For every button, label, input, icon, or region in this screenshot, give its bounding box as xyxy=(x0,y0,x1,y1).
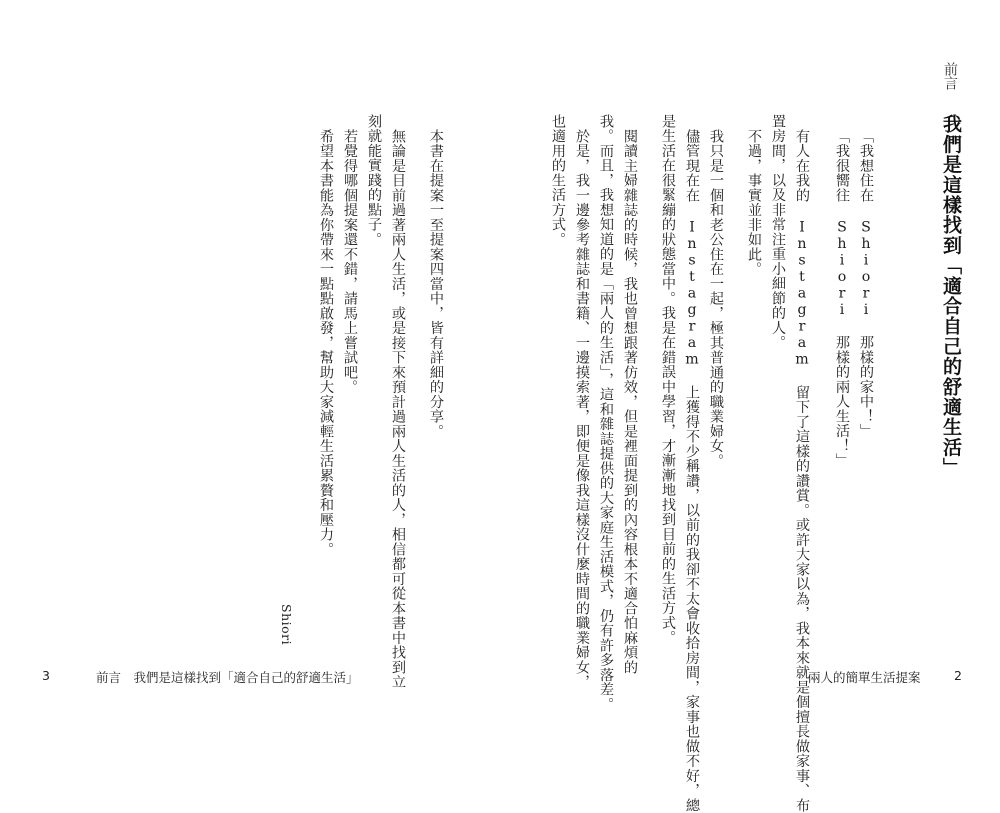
body-line: 也適用的生活方式。 xyxy=(550,114,566,247)
page-number-right: 2 xyxy=(954,668,962,683)
body-line: 我。而且，我想知道的是「兩人的生活」，這和雜誌提供的大家庭生活模式，仍有許多落差。 xyxy=(598,114,614,712)
body-line: 閱讀主婦雜誌的時候，我也曾想跟著仿效，但是裡面提到的內容根本不適合怕麻煩的 xyxy=(622,129,638,675)
body-line: 是生活在很緊繃的狀態當中。我是在錯誤中學習，才漸漸地找到目前的生活方式。 xyxy=(660,114,676,645)
page-title: 我們是這樣找到「適合自己的舒適生活」 xyxy=(940,114,962,478)
body-line: 若覺得哪個提案還不錯，請馬上嘗試吧。 xyxy=(342,129,358,395)
body-line: 本書在提案一至提案四當中，皆有詳細的分享。 xyxy=(428,129,444,439)
quote-line: 「我想住在 Shiori 那樣的家中！」 xyxy=(858,129,874,439)
section-label: 前言 xyxy=(942,62,958,90)
body-line: 儘管現在在 Instagram 上獲得不少稱讚，以前的我卻不太會收拾房間，家事也做不好，總 xyxy=(684,129,700,813)
author-signature: Shiori xyxy=(279,604,294,646)
body-line: 於是，我一邊參考雜誌和書籍、一邊摸索著，即便是像我這樣沒什麼時間的職業婦女， xyxy=(574,129,590,690)
body-line: 無論是目前過著兩人生活，或是接下來預計過兩人生活的人，相信都可從本書中找到立 xyxy=(390,129,406,690)
body-line: 我只是一個和老公住在一起，極其普通的職業婦女。 xyxy=(708,129,724,469)
body-line: 置房間，以及非常注重小細節的人。 xyxy=(770,114,786,350)
running-footer-left: 前言 我們是這樣找到「適合自己的舒適生活」 xyxy=(96,670,359,685)
page-number-left: 3 xyxy=(42,668,50,683)
running-footer-right: 兩人的簡單生活提案 xyxy=(808,670,921,685)
body-line: 不過，事實並非如此。 xyxy=(746,129,762,277)
body-line: 希望本書能為你帶來一點點啟發，幫助大家減輕生活累贅和壓力。 xyxy=(318,129,334,557)
body-line: 刻就能實踐的點子。 xyxy=(366,114,382,247)
quote-line: 「我很嚮往 Shiori 那樣的兩人生活！」 xyxy=(834,129,850,468)
body-line: 有人在我的 Instagram 留下了這樣的讚賞。或許大家以為，我本來就是個擅長做家事、布 xyxy=(794,129,810,813)
